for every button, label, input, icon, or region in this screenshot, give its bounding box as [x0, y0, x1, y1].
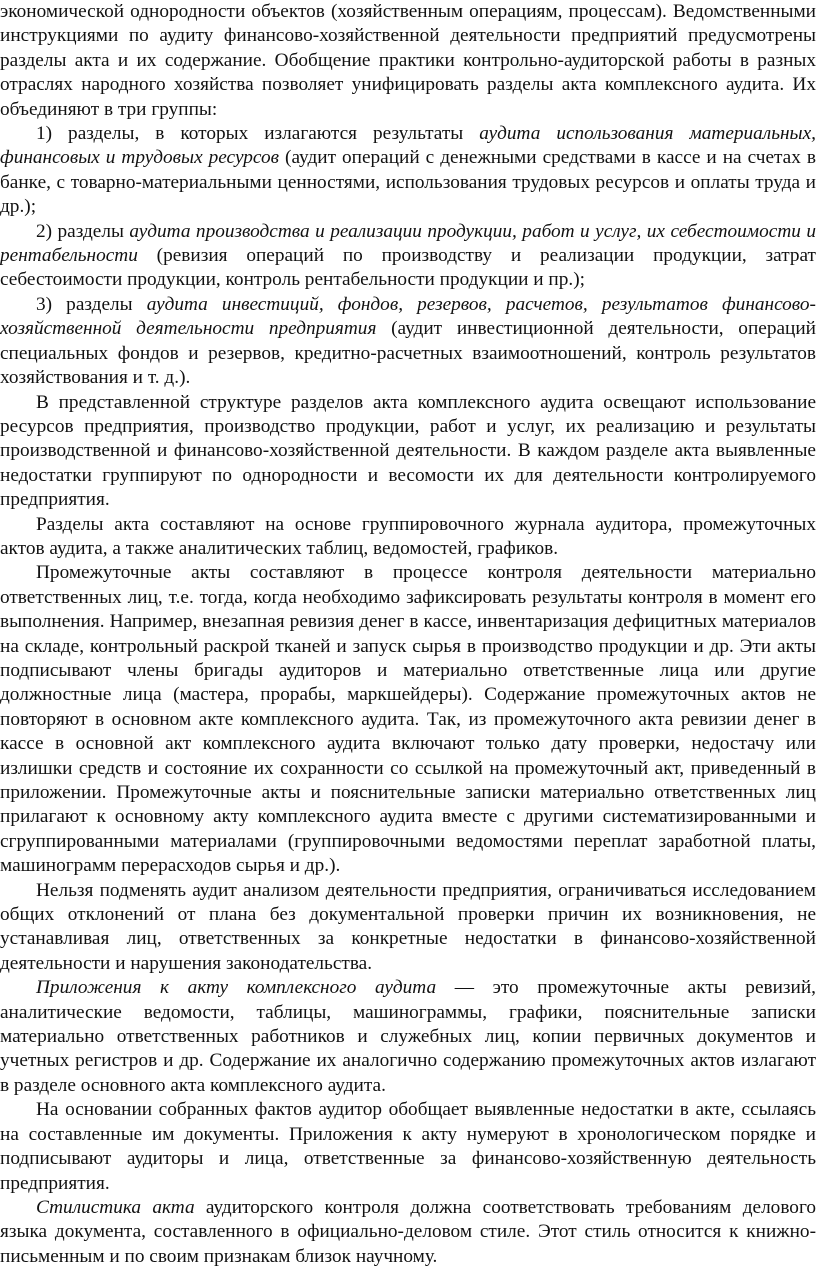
paragraph-8-text: Нельзя подменять аудит анализом деятельности предприятия, ограничиваться исследованием общих отклонений от плана без документальной проверки причин их возникновения, не устанавливая лиц, ответственных за конкретные недостатки в финансово-хозяйственной деятельности и нарушения законодательства. [0, 879, 816, 974]
paragraph-9-italic: Приложения к акту комплексного аудита [36, 977, 437, 999]
paragraph-4-italic: аудита инвестиций, фондов, резервов, расчетов, результатов финансово-хозяйственной деятельности предприятия [0, 293, 816, 340]
paragraph-2-text-b: (аудит операций с денежными средствами в кассе и на счетах в банке, с товарно-материальными ценностями, использования трудовых ресурсов и оплаты труда и др.); [0, 147, 816, 218]
paragraph-3-text-a: 2) разделы [36, 220, 130, 242]
paragraph-8 [0, 879, 816, 977]
paragraph-7 [0, 561, 816, 878]
paragraph-10 [0, 1098, 816, 1196]
paragraph-4-text-a: 3) разделы [36, 293, 147, 315]
paragraph-1 [0, 0, 816, 122]
paragraph-6-text: Разделы акта составляют на основе группировочного журнала аудитора, промежуточных актов аудита, а также аналитических таблиц, ведомостей, графиков. [0, 513, 816, 559]
paragraph-6 [0, 513, 816, 562]
paragraph-9-text: — это промежуточные акты ревизий, аналитические ведомости, таблицы, машинограммы, графики, пояснительные записки материально ответственных работников и служебных лиц, копии первичных документов и учетных регистров и др. Содержание их аналогично содержанию промежуточных актов излагают в разделе основного акта комплексного аудита. [0, 977, 816, 1096]
paragraph-4 [0, 293, 816, 391]
paragraph-3 [0, 220, 816, 293]
paragraph-2-text-a: 1) разделы, в которых излагаются результаты [36, 123, 480, 145]
paragraph-2-italic: аудита использования материальных, финансовых и трудовых ресурсов [0, 123, 816, 169]
paragraph-2 [0, 122, 816, 220]
paragraph-11 [0, 1196, 816, 1269]
paragraph-1-text: экономической однородности объектов (хозяйственным операциям, процессам). Ведомственными инструкциями по аудиту финансово-хозяйственной деятельности предприятий предусмотрены разделы акта и их содержание. Обобщение практики контрольно-аудиторской работы в разных отраслях народного хозяйства позволяет унифицировать разделы акта комплексного аудита. Их объединяют в три группы: [0, 1, 816, 120]
paragraph-5-text: В представленной структуре разделов акта комплексного аудита освещают использование ресурсов предприятия, производство продукции, работ и услуг, их реализацию и результаты производственной и финансово-хозяйственной деятельности. В каждом разделе акта выявленные недостатки группируют по однородности и весомости их для деятельности контролируемого предприятия. [0, 391, 816, 511]
paragraph-10-text: На основании собранных фактов аудитор обобщает выявленные недостатки в акте, ссылаясь на составленные им документы. Приложения к акту нумеруют в хронологическом порядке и подписывают аудиторы и лица, ответственные за финансово-хозяйственную деятельность предприятия. [0, 1099, 816, 1194]
paragraph-9 [0, 976, 816, 1098]
paragraph-3-text-b: (ревизия операций по производству и реализации продукции, затрат себестоимости продукции, контроль рентабельности продукции и пр.); [0, 245, 816, 291]
paragraph-4-text-b: (аудит инвестиционной деятельности, операций специальных фондов и резервов, кредитно-расчетных взаимоотношений, контроль результатов хозяйствования и т. д.). [0, 318, 816, 389]
paragraph-11-italic: Стилистика акта [36, 1196, 195, 1218]
paragraph-7-text: Промежуточные акты составляют в процессе контроля деятельности материально ответственных лиц, т.е. тогда, когда необходимо зафиксировать результаты контроля в момент его выполнения. Например, внезапная ревизия денег в кассе, инвентаризация дефицитных материалов на складе, контрольный раскрой тканей и запуск сырья в производство продукции и др. Эти акты подписывают члены бригады аудиторов и материально ответственные лица или другие должностные лица (мастера, прорабы, маркшейдеры). Содержание промежуточных актов не повторяют в основном акте комплексного аудита. Так, из промежуточного акта ревизии денег в кассе в основной акт комплексного аудита включают только дату проверки, недостачу или излишки средств и состояние их сохранности со ссылкой на промежуточный акт, приведенный в приложении. Промежуточные акты и пояснительные записки материально ответственных лиц прилагают к основному акту комплексного аудита вместе с другими систематизированными и сгруппированными материалами (группировочными ведомостями переплат заработной платы, машинограмм перерасходов сырья и др.). [0, 562, 816, 877]
paragraph-11-text: аудиторского контроля должна соответствовать требованиям делового языка документа, составленного в официально-деловом стиле. Этот стиль относится к книжно-письменным и по своим признакам близок научному. [0, 1196, 816, 1267]
paragraph-5 [0, 391, 816, 513]
paragraph-3-italic: аудита производства и реализации продукции, работ и услуг, их себестоимости и рентабельности [0, 220, 816, 267]
